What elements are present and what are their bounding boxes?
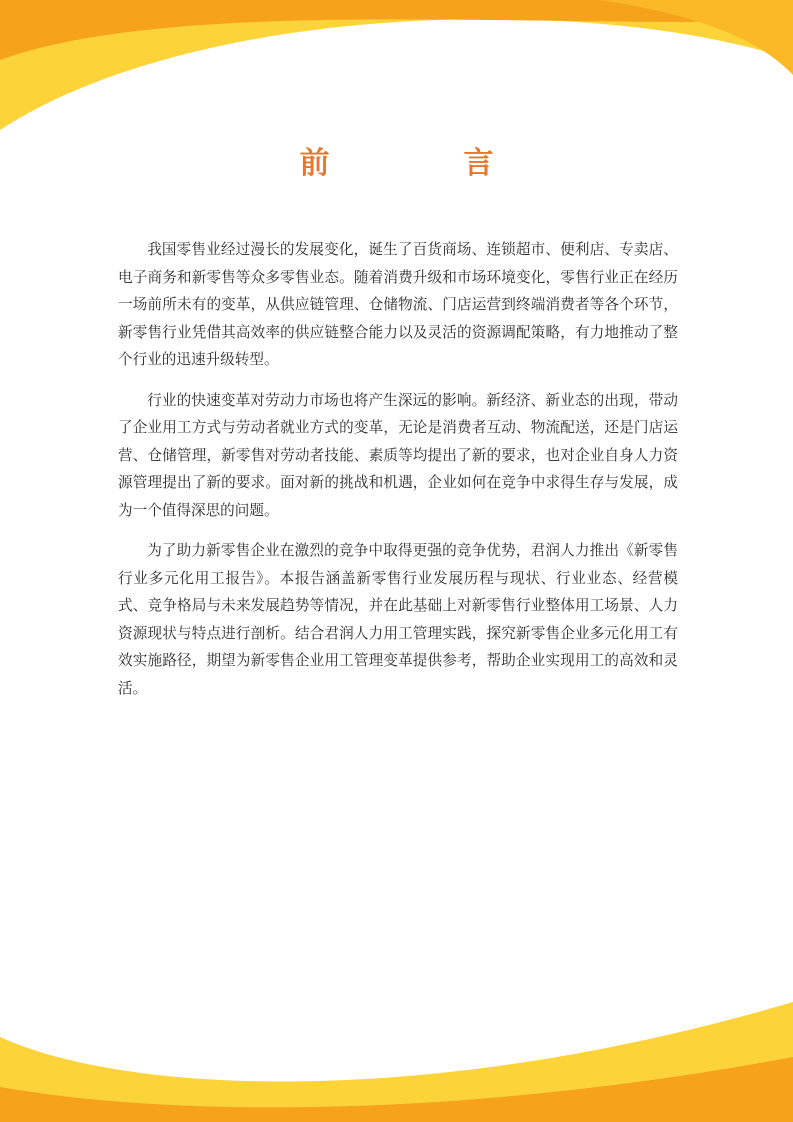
paragraph: 为了助力新零售企业在激烈的竞争中取得更强的竞争优势，君润人力推出《新零售行业多元化用工报告》。本报告涵盖新零售行业发展历程与现状、行业业态、经营模式、竞争格局与未来发展趋势等情况，并在此基础上对新零售行业整体用工场景、人力资源现状与特点进行剖析。结合君润人力用工管理实践，探究新零售企业多元化用工有效实施路径，期望为新零售企业用工管理变革提供参考，帮助企业实现用工的高效和灵活。 xyxy=(118,542,678,697)
top-wave-decoration xyxy=(0,0,793,140)
paragraph: 我国零售业经过漫长的发展变化，诞生了百货商场、连锁超市、便利店、专卖店、电子商务和新零售等众多零售业态。随着消费升级和市场环境变化，零售行业正在经历一场前所未有的变革，从供应链管理、仓储物流、门店运营到终端消费者等各个环节，新零售行业凭借其高效率的供应链整合能力以及灵活的资源调配策略，有力地推动了整个行业的迅速升级转型。 xyxy=(118,241,678,368)
paragraph: 行业的快速变革对劳动力市场也将产生深远的影响。新经济、新业态的出现，带动了企业用工方式与劳动者就业方式的变革，无论是消费者互动、物流配送，还是门店运营、仓储管理，新零售对劳动者技能、素质等均提出了新的要求，也对企业自身人力资源管理提出了新的要求。面对新的挑战和机遇，企业如何在竞争中求得生存与发展，成为一个值得深思的问题。 xyxy=(118,391,678,519)
bottom-wave-decoration xyxy=(0,962,793,1122)
preface-body xyxy=(118,236,678,715)
page-title: 前 言 xyxy=(299,146,546,181)
